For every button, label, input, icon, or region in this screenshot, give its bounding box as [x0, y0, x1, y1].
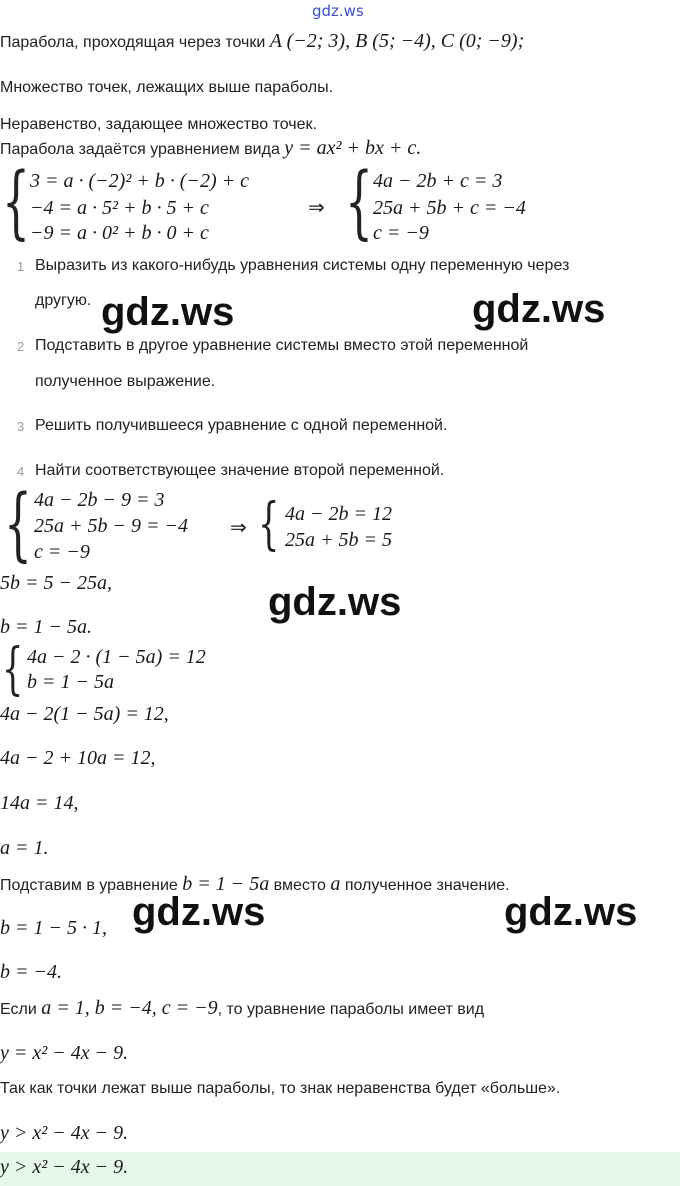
step-text: другую. — [35, 292, 92, 309]
system1-arrow: ⇒ — [308, 197, 325, 219]
system2-right-eq: 25a + 5b = 5 — [285, 529, 392, 551]
if-formula: a = 1, b = −4, c = −9 — [41, 997, 218, 1019]
system2-left-eq: c = −9 — [34, 541, 90, 563]
equation: 5b = 5 − 25a, — [0, 572, 112, 594]
answer: y > x² − 4x − 9. — [0, 1156, 129, 1178]
system3-brace: { — [2, 637, 24, 702]
equation: b = −4. — [0, 961, 62, 983]
system2-right-brace: { — [258, 492, 280, 557]
task-line-3: Неравенство, задающее множество точек. — [0, 116, 317, 133]
equation: 4a − 2(1 − 5a) = 12, — [0, 703, 169, 725]
equation: a = 1. — [0, 837, 49, 859]
system3-eq: 4a − 2 · (1 − 5a) = 12 — [27, 646, 206, 668]
watermark: gdz.ws — [504, 890, 638, 934]
inequality: y > x² − 4x − 9. — [0, 1122, 129, 1144]
system1-right-eq: 4a − 2b + c = 3 — [373, 170, 503, 192]
step-number: 3 — [17, 419, 25, 434]
step-number: 1 — [17, 259, 25, 274]
if-text: , то уравнение параболы имеет вид — [217, 1001, 485, 1018]
equation: 14a = 14, — [0, 792, 79, 814]
system1-left-brace: { — [2, 155, 30, 248]
subst-text: полученное значение. — [340, 877, 510, 894]
system2-left-eq: 4a − 2b − 9 = 3 — [34, 489, 165, 511]
system1-right-eq: 25a + 5b + c = −4 — [373, 197, 526, 219]
system1-right-brace: { — [345, 155, 373, 248]
task-text: Парабола, проходящая через точки — [0, 34, 270, 51]
system1-left-eq: −9 = a · 0² + b · 0 + c — [30, 222, 209, 244]
system3-eq: b = 1 − 5a — [27, 671, 114, 693]
watermark: gdz.ws — [132, 890, 266, 934]
conclusion-text: Так как точки лежат выше параболы, то знак неравенства будет «больше». — [0, 1080, 561, 1097]
if-text: Если — [0, 1001, 42, 1018]
if-line — [0, 997, 484, 1020]
equation: 4a − 2 + 10a = 12, — [0, 747, 156, 769]
watermark: gdz.ws — [268, 580, 402, 624]
subst-text: вместо — [269, 877, 331, 894]
step-text: полученное выражение. — [35, 373, 216, 390]
step-number: 2 — [17, 339, 25, 354]
system1-right-eq: c = −9 — [373, 222, 429, 244]
step-text: Подставить в другое уравнение системы вместо этой переменной — [35, 337, 529, 354]
intro-formula: y = ax² + bx + c. — [284, 137, 422, 159]
step-text: Решить получившееся уравнение с одной переменной. — [35, 417, 448, 434]
equation: b = 1 − 5 · 1, — [0, 917, 107, 939]
subst-text: Подставим в уравнение — [0, 877, 183, 894]
parabola-equation: y = x² − 4x − 9. — [0, 1042, 129, 1064]
system1-left-eq: 3 = a · (−2)² + b · (−2) + c — [30, 170, 249, 192]
system2-left-brace: { — [4, 477, 32, 570]
step-text: Выразить из какого-нибудь уравнения системы одну переменную через — [35, 257, 570, 274]
subst-var: a — [330, 873, 341, 895]
watermark: gdz.ws — [472, 287, 606, 331]
system2-arrow: ⇒ — [230, 517, 247, 539]
system2-left-eq: 25a + 5b − 9 = −4 — [34, 515, 188, 537]
task-points: A (−2; 3), B (5; −4), C (0; −9); — [269, 30, 525, 52]
task-line-2: Множество точек, лежащих выше параболы. — [0, 79, 334, 96]
intro-text: Парабола задаётся уравнением вида — [0, 141, 285, 158]
watermark: gdz.ws — [101, 290, 235, 334]
task-line — [0, 30, 524, 53]
subst-formula: b = 1 − 5a — [182, 873, 270, 895]
step-text: Найти соответствующее значение второй переменной. — [35, 462, 445, 479]
site-header-link[interactable]: gdz.ws — [312, 2, 364, 20]
step-number: 4 — [17, 464, 25, 479]
system2-right-eq: 4a − 2b = 12 — [285, 503, 392, 525]
system1-left-eq: −4 = a · 5² + b · 5 + c — [30, 197, 209, 219]
equation: b = 1 − 5a. — [0, 616, 92, 638]
